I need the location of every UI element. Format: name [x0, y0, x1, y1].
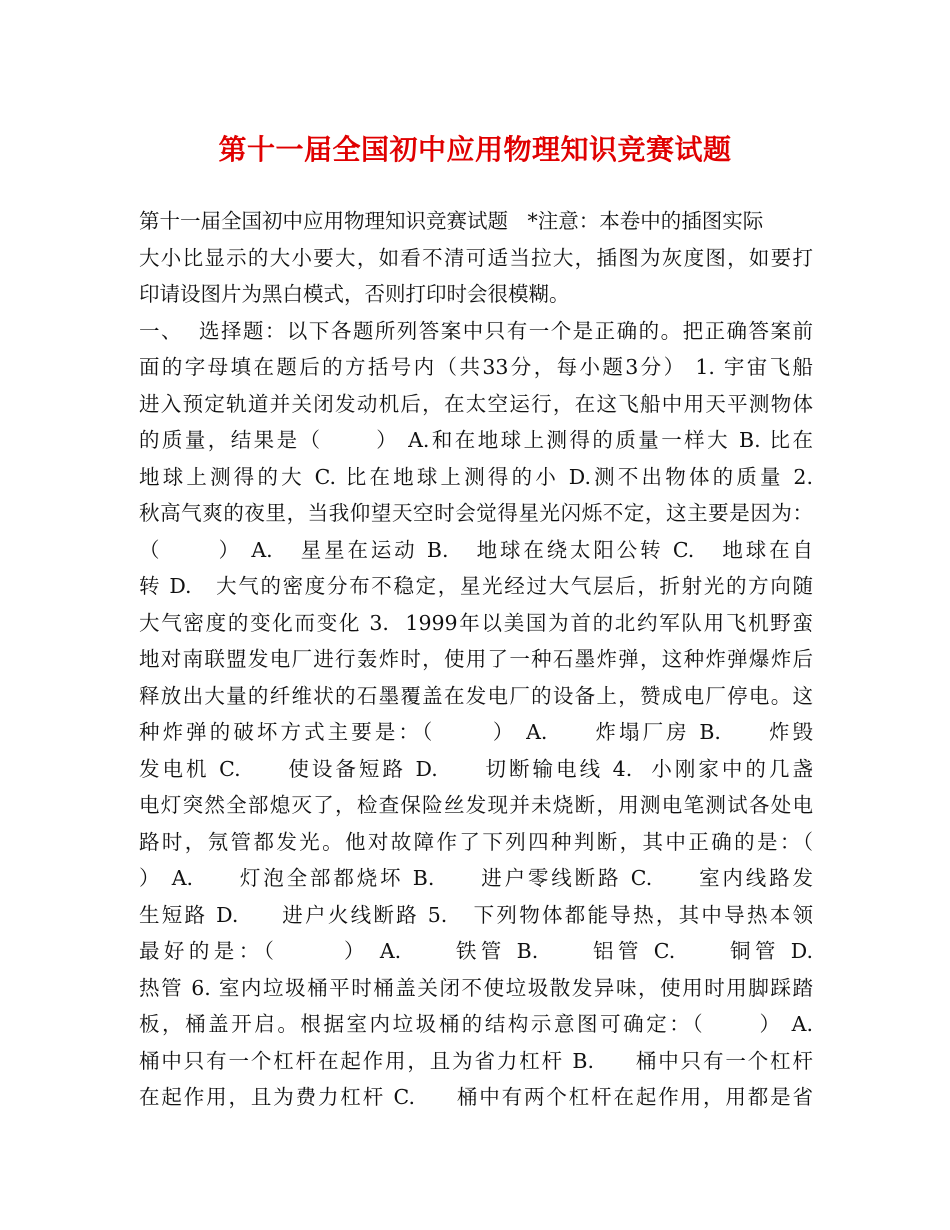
text-line: 大气密度的变化而变化 3. 1999年以美国为首的北约军队用飞机野蛮 — [139, 610, 813, 635]
text-line: 第十一届全国初中应用物理知识竞赛试题 *注意：本卷中的插图实际 — [139, 209, 764, 233]
text-line: 最好的是：（ ） A. 铁管 B. 铝管 C. 铜管 D. — [139, 939, 813, 963]
text-line: 热管 6. 室内垃圾桶平时桶盖关闭不使垃圾散发异味，使用时用脚踩踏 — [139, 975, 813, 1000]
text-line: 地球上测得的大 C. 比在地球上测得的小 D.测不出物体的质量 2. — [139, 464, 813, 489]
text-line: 桶中只有一个杠杆在起作用，且为省力杠杆 B. 桶中只有一个杠杆 — [139, 1048, 813, 1073]
text-line: （ ） A. 星星在运动 B. 地球在绕太阳公转 C. 地球在自 — [139, 537, 813, 562]
text-line: 面的字母填在题后的方括号内（共33分，每小题3分） 1. 宇宙飞船 — [139, 355, 813, 379]
text-line: 的质量，结果是（ ） A.和在地球上测得的质量一样大 B. 比在 — [139, 428, 813, 452]
text-line: 地对南联盟发电厂进行轰炸时，使用了一种石墨炸弹，这种炸弹爆炸后 — [139, 647, 813, 671]
text-line: 发电机 C. 使设备短路 D. 切断输电线 4. 小刚家中的几盏 — [139, 756, 813, 781]
text-line: 进入预定轨道并关闭发动机后，在太空运行，在这飞船中用天平测物体 — [139, 391, 813, 416]
text-line: 种炸弹的破坏方式主要是：（ ） A. 炸塌厂房 B. 炸毁 — [139, 720, 813, 744]
text-line: 一、 选择题：以下各题所列答案中只有一个是正确的。把正确答案前 — [139, 318, 813, 343]
text-line: 生短路 D. 进户火线断路 5. 下列物体都能导热，其中导热本领 — [139, 902, 813, 927]
text-line: 在起作用，且为费力杠杆 C. 桶中有两个杠杆在起作用，用都是省 — [139, 1085, 813, 1109]
text-line: 板，桶盖开启。根据室内垃圾桶的结构示意图可确定：（ ） A. — [139, 1012, 813, 1036]
text-line: 电灯突然全部熄灭了，检查保险丝发现并未烧断，用测电笔测试各处电 — [139, 793, 813, 817]
text-line: 转 D. 大气的密度分布不稳定，星光经过大气层后，折射光的方向随 — [139, 574, 813, 598]
text-line: 印请设图片为黑白模式，否则打印时会很模糊。 — [139, 282, 570, 306]
text-line: 大小比显示的大小要大，如看不清可适当拉大，插图为灰度图，如要打 — [139, 245, 813, 270]
text-line: 秋高气爽的夜里，当我仰望天空时会觉得星光闪烁不定，这主要是因为： — [139, 501, 813, 525]
document-body — [139, 203, 813, 1116]
text-line: 释放出大量的纤维状的石墨覆盖在发电厂的设备上，赞成电厂停电。这 — [139, 683, 813, 708]
text-line: 路时，氖管都发光。他对故障作了下列四种判断，其中正确的是：（ — [139, 829, 813, 854]
document-title: 第十一届全国初中应用物理知识竞赛试题 — [218, 133, 732, 166]
text-line: ） A. 灯泡全部都烧坏 B. 进户零线断路 C. 室内线路发 — [139, 866, 813, 890]
